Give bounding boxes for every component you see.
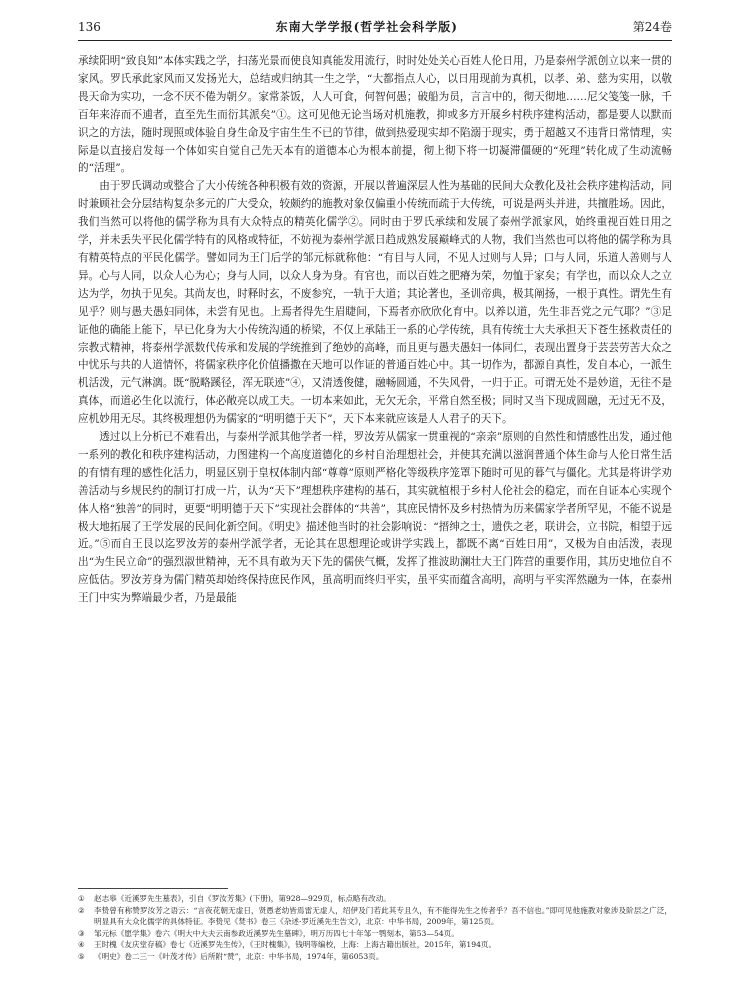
running-header [78, 18, 672, 41]
body-paragraph: 由于罗氏调动或整合了大小传统各种积极有效的资源，开展以普遍深层人性为基础的民间大众教化及社会秩序建构活动，同时兼顾社会分层结构复杂多元的广大受众，较颇约的施教对象仅偏重小传统而疏于大传统，可说是两头并进，共擅胜场。因此，我们当然可以将他的儒学称为具有大众特点的精英化儒学②。同时由于罗氏承续和发展了泰州学派家风，始终重视百姓日用之学，并未丢失平民化儒学特有的风格或特征，不妨视为泰州学派日趋成熟发展巅峰式的人物，我们当然也可以将他的儒学称为具有精英特点的平民化儒学。譬如同为王门后学的邹元标就称他：“有目与人同，不见人过则与人异；口与人同，乐道人善则与人异。心与人同，以众人心为心；身与人同，以众人身为身。有官也，而以百姓之肥瘠为荣，勿恤于家矣；有学也，而以众人之立达为学，勿执于见矣。其尚友也，时释时玄，不废参究，一轨于大道；其论著也，圣训帝典，极其阐扬，一根于真性。谓先生有见乎？则与愚夫愚妇同体，未尝有见也。上焉者得先生眉睫间，下焉者亦欣欣化育中。以养以道，先生非吾党之元气耶？”③足证他的确能上能下，早已化身为大小传统沟通的桥梁，不仅上承陆王一系的心学传统，具有传统士大夫承担天下苍生拯救责任的宗教式精神，将泰州学派数代传承和发展的学统推到了绝妙的高峰，而且更与愚夫愚妇一体同仁，表现出置身于芸芸劳苦大众之中忧乐与共的人道情怀，将儒家秩序化价值播撒在天地可以作证的普通百姓心中。其一切作为，都源自真性，发自本心，一派生机活泼，元气淋漓。既“脱略蹊径，浑无联迹”④，又清透俊健，融畅圆通，不失风骨，一归于正。可谓无处不是妙道，无往不是真体，而道必生化以流行，体必敞亮以成工夫。一切本来如此，无欠无余，平常自然至极；同时又当下现成圆融，无过无不及，应机妙用无尽。其终极理想仍为儒家的“明明德于天下”，天下本来就应该是人人君子的天下。 [78, 180, 672, 426]
body-paragraph: 透过以上分析已不难看出，与泰州学派其他学者一样，罗汝芳从儒家一贯重视的“亲亲”原则的自然性和情感性出发，通过他一系列的教化和秩序建构活动，力图建构一个高度道德化的乡村自治理想社会，并使其充满以滋润普通个体生命与人伦日常生活的有情有理的感性化活力，明显区别于皇权体制内部“尊尊”原则严格化等级秩序笼罩下随时可见的暮气与僵化。尤其是将讲学劝善活动与乡规民约的制订打成一片，认为“天下”理想秩序建构的基石，其实就植根于乡村人伦社会的稳定，而在自证本心实现个体人格“独善”的同时，更要“明明德于天下”实现社会群体的“共善”，其庶民情怀及乡村热情为历来儒家学者所罕见，不能不说是极大地拓展了王学发展的民间化新空间。《明史》描述他当时的社会影响说：“搢绅之士，遗佚之老，联讲会，立书院，相望于远近。”⑤而自王艮以迄罗汝芳的泰州学派学者，无论其在思想理论或讲学实践上，都既不离“百姓日用”，又极为自由活泼，表现出“为生民立命”的强烈淑世精神，无不具有敢为天下先的儒侠气概，发挥了推波助澜壮大王门阵营的重要作用，其历史地位自不应低估。罗汝芳身为儒门精英却始终保持庶民作风，虽高明而终归平实，虽平实而蕴含高明，高明与平实浑然融为一体，在泰州王门中实为弊端最少者，乃是最能 [78, 431, 672, 605]
volume-label: 第24卷 [632, 20, 672, 34]
footnote-item [78, 928, 672, 940]
footnote-marker: ③ [78, 928, 85, 938]
journal-page [78, 18, 672, 608]
footnote-text: 邹元标《愿学集》卷六《明大中大夫云南参政近溪罗先生墓碑》，明万历四七十年邹一鹗刻本，第53—54页。 [94, 928, 459, 938]
footnotes [78, 888, 672, 962]
footnote-text: 王时槐《友庆堂存稿》卷七《近溪罗先生传》，《王时槐集》，钱明等编校，上海：上海古籍出版社，2015年，第194页。 [94, 940, 497, 949]
journal-title: 东南大学学报(哲学社会科学版) [275, 20, 458, 34]
footnote-divider [78, 888, 228, 889]
footnote-marker: ④ [78, 940, 85, 949]
footnote-item [78, 905, 672, 928]
footnote-text: 《明史》卷二三一《叶茂才传》后所附“赞”，北京：中华书局，1974年，第6053页。 [94, 951, 384, 961]
page-number: 136 [78, 20, 101, 34]
footnote-text: 赵志皋《近溪罗先生墓表》，引自《罗汝芳集》(下册)，第928—929页，标点略有改动。 [94, 894, 391, 903]
footnote-marker: ⑤ [78, 951, 85, 961]
body-paragraph: 承续阳明“致良知”本体实践之学，扫荡光景而使良知真能发用流行，时时处处关心百姓人伦日用，乃是泰州学派创立以来一贯的家风。罗氏承此家风而又发扬光大，总结或归纳其一生之学，“大都指点人心，以日用现前为真机，以孝、弟、慈为实用，以敬畏天命为实功，一念不厌不倦为朝夕。家常茶饭，人人可食，何智何愚；破船为员，言言中的，彻天彻地……尼父笺笺一脉，千百年来洊而不逋者，直至先生而衍其派矣”①。这可见他无论当场对机施教，抑或多方开展乡村秩序建构活动，都是要人以默而识之的方法，随时现照或体验自身生命及宇宙生生不已的节律，做到热爱现实却不陷溺于现实，勇于超越又不违背日常情理，实际是以直接启发每一个体如实自觉自己先天本有的道德本心为根本前提，彻上彻下将一切凝滞僵硬的“死理”转化成了生动流畅的“活理”。 [78, 55, 672, 175]
footnote-item [78, 893, 672, 905]
footnote-text: 李贽曾有称赞罗汝芳之语云：“言夜花朝无虚日，贤愚老幼皆焉雷无虚人，绍伊及门若此其专且久，有不能得先生之传者乎？吾不信也。”即可见他施教对象涉及阶层之广泛，明显具有大众化儒学的具体特征。李贽见《焚书》卷三《杂述·罗近溪先生告文》，北京：中华书局，2009年，第125页。 [94, 905, 672, 926]
footnote-marker: ① [78, 894, 85, 903]
footnote-marker: ② [78, 905, 85, 915]
footnote-item [78, 951, 672, 963]
article-body [78, 53, 672, 608]
footnote-item [78, 939, 672, 951]
